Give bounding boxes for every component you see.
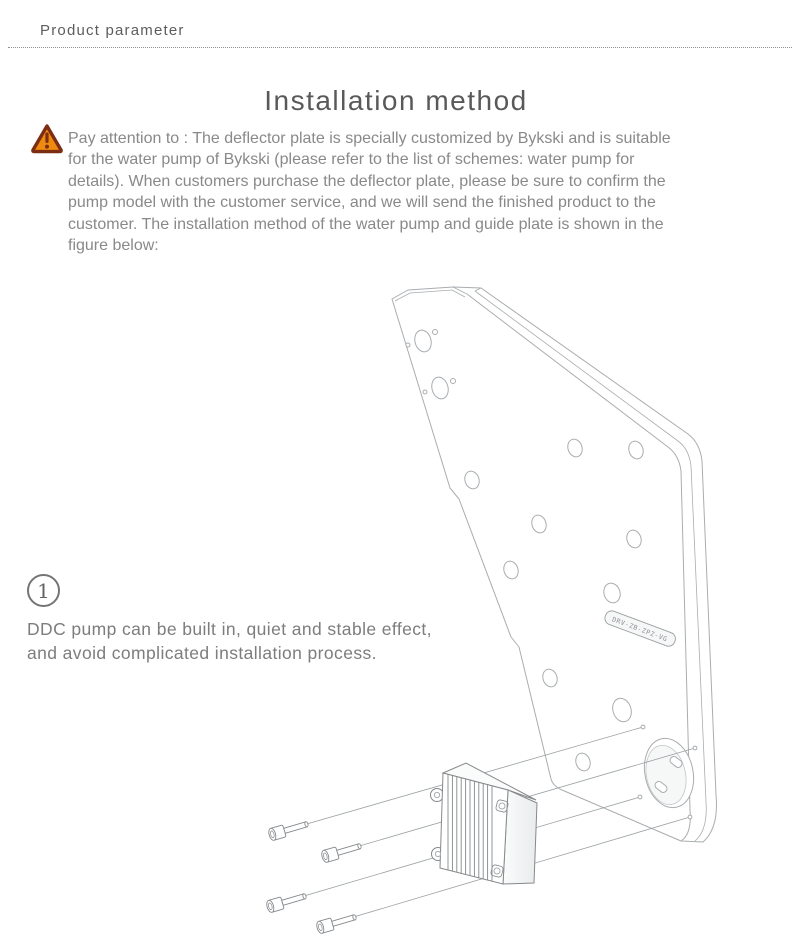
svg-text:DRV-ZB-ZPZ-VG: DRV-ZB-ZPZ-VG [610, 615, 669, 644]
warning-line: Pay attention to : The deflector plate is specially customized by Bykski and is suitable [68, 130, 671, 147]
deflector-plate [392, 287, 716, 842]
mounting-screw [265, 890, 307, 913]
step-text-line: and avoid complicated installation process. [27, 642, 377, 663]
section-header-label: Product parameter [40, 22, 185, 39]
warning-line: pump model with the customer service, and we will send the finished product to the [68, 194, 656, 212]
warning-line: figure below: [68, 237, 159, 255]
step-1-text [27, 618, 432, 665]
page-title: Installation method [264, 85, 528, 116]
mounting-screw [267, 818, 309, 841]
ddc-pump-heatsink [431, 763, 538, 884]
step-1-badge [27, 574, 60, 607]
mounting-screws [265, 818, 362, 934]
mounting-screw [315, 911, 357, 934]
warning-line: for the water pump of Bykski (please refer to the list of schemes: water pump for [68, 151, 635, 169]
warning-line: details). When customers purchase the deflector plate, please be sure to confirm the [68, 172, 666, 190]
mounting-screw [320, 840, 362, 863]
warning-line: customer. The installation method of the water pump and guide plate is shown in the [68, 215, 664, 233]
step-number: 1 [37, 578, 50, 603]
plate-model-label [603, 609, 677, 648]
step-text-line: DDC pump can be built in, quiet and stable effect, [27, 619, 432, 639]
